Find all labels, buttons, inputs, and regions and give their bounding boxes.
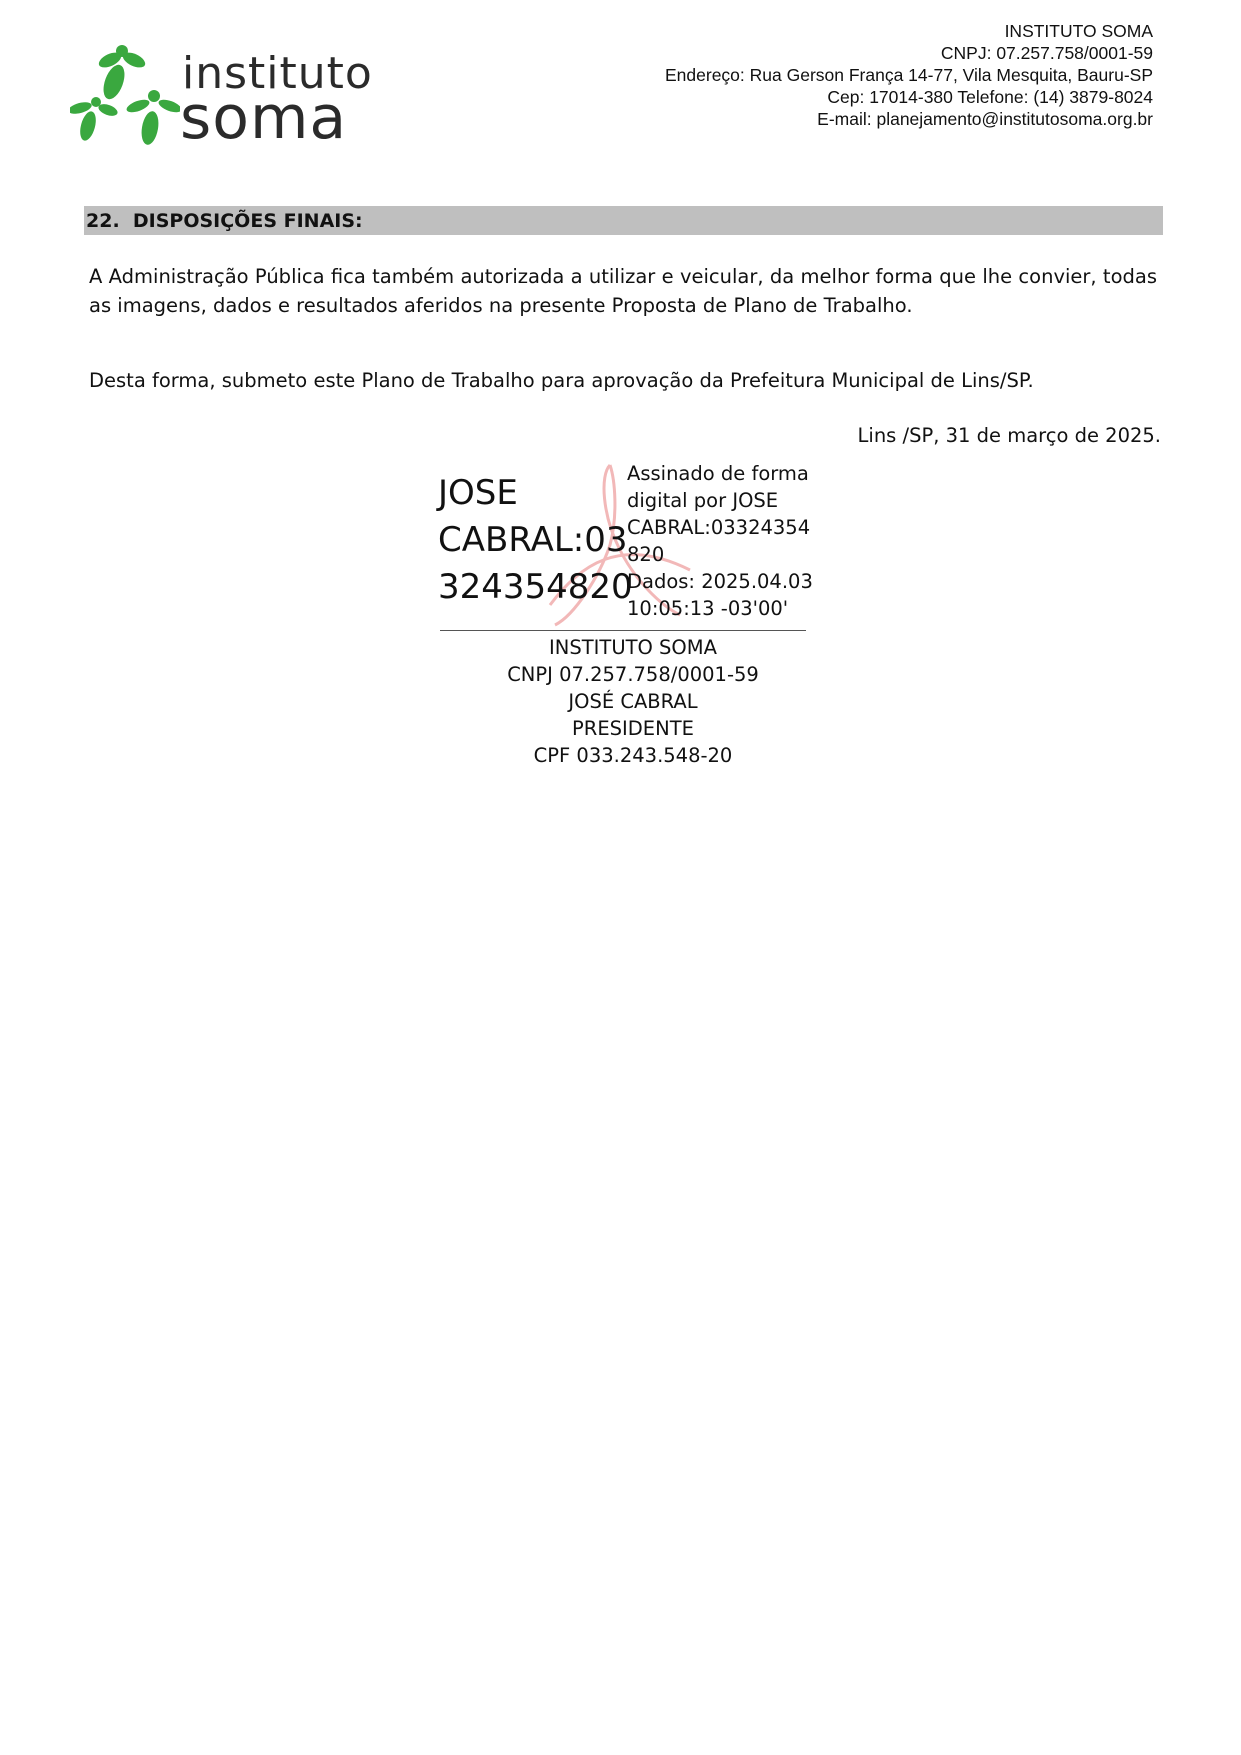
signature-name-line-2: CABRAL:03 — [438, 520, 628, 560]
signature-details — [627, 460, 813, 622]
signature-name-line-3: 324354820 — [438, 567, 633, 607]
signature-detail-line-6: 10:05:13 -03'00' — [627, 597, 789, 620]
signature-role: PRESIDENTE — [572, 717, 694, 740]
signature-line — [440, 630, 806, 631]
paragraph-authorization: A Administração Pública fica também autorizada a utilizar e veicular, da melhor forma que lhe convier, todas as imagens, dados e resultados aferidos na presente Proposta de Plano de Trabalho. — [89, 265, 1157, 317]
signature-signer-name — [438, 470, 633, 611]
logo-text-instituto: instituto — [182, 48, 373, 99]
signature-detail-line-4: 820 — [627, 543, 665, 566]
header-org-name: INSTITUTO SOMA — [1004, 21, 1153, 41]
header-cep-phone: Cep: 17014-380 Telefone: (14) 3879-8024 — [827, 87, 1153, 107]
signature-org: INSTITUTO SOMA — [549, 636, 717, 659]
logo-leaves-icon — [70, 40, 180, 150]
header-contact-info — [665, 20, 1153, 130]
signature-block — [440, 634, 826, 769]
date-line: Lins /SP, 31 de março de 2025. — [857, 424, 1161, 447]
signature-cnpj: CNPJ 07.257.758/0001-59 — [507, 663, 759, 686]
header-address: Endereço: Rua Gerson França 14-77, Vila Mesquita, Bauru-SP — [665, 65, 1153, 85]
signature-person-name: JOSÉ CABRAL — [568, 690, 698, 713]
paragraph-submission: Desta forma, submeto este Plano de Trabalho para aprovação da Prefeitura Municipal de Lins/SP. — [89, 369, 1034, 392]
signature-detail-line-1: Assinado de forma — [627, 462, 809, 485]
signature-detail-line-3: CABRAL:03324354 — [627, 516, 811, 539]
signature-name-line-1: JOSE — [438, 473, 518, 513]
signature-cpf: CPF 033.243.548-20 — [533, 744, 733, 767]
header-email: E-mail: planejamento@institutosoma.org.br — [817, 109, 1153, 129]
section-heading: 22. DISPOSIÇÕES FINAIS: — [86, 210, 363, 232]
signature-detail-line-5: Dados: 2025.04.03 — [627, 570, 813, 593]
header-cnpj: CNPJ: 07.257.758/0001-59 — [940, 43, 1153, 63]
signature-detail-line-2: digital por JOSE — [627, 489, 779, 512]
logo-text-soma: soma — [180, 83, 348, 153]
